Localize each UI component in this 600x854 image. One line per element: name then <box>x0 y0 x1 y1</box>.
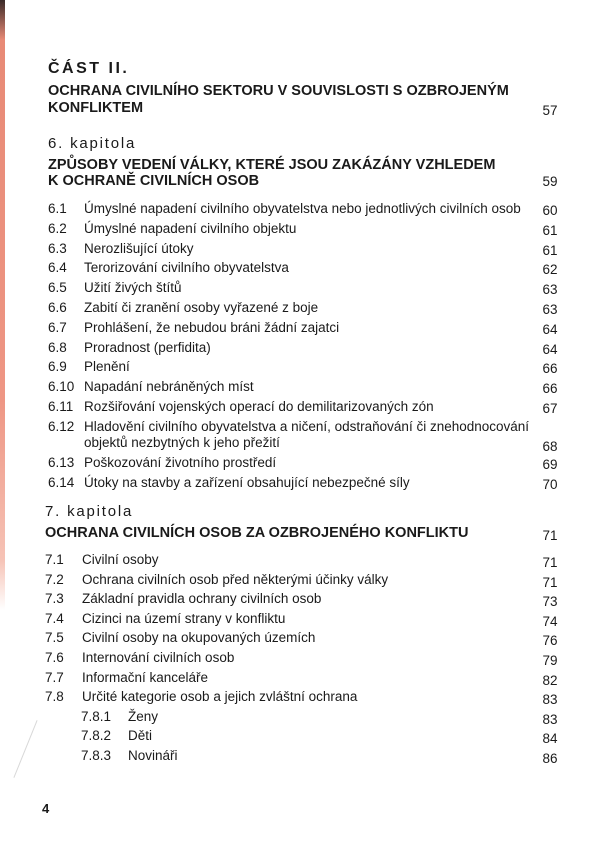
entry-title: Prohlášení, že nebudou bráni žádní zajatci <box>84 319 340 335</box>
part-title-line-2: KONFLIKTEM <box>48 100 144 116</box>
entry-page: 76 <box>542 633 558 649</box>
entry-page: 69 <box>542 457 558 473</box>
entry-page: 61 <box>542 242 558 258</box>
entry-number: 6.13 <box>48 455 75 471</box>
pencil-mark <box>13 720 37 778</box>
entry-number: 6.1 <box>48 201 67 216</box>
entry-number: 7.3 <box>45 591 64 607</box>
subentry-page: 84 <box>542 731 558 747</box>
entry-title: Zabití či zranění osoby vyřazené z boje <box>84 300 319 315</box>
page-folio: 4 <box>42 801 50 816</box>
entry-title: Užití živých štítů <box>84 280 182 296</box>
entry-page: 83 <box>542 692 558 708</box>
entry-number: 6.14 <box>48 474 75 490</box>
entry-page: 70 <box>542 476 558 492</box>
subentry-title: Ženy <box>128 708 159 724</box>
entry-page: 67 <box>542 401 558 416</box>
entry-title: Poškozování životního prostředí <box>84 455 277 471</box>
entry-page: 66 <box>542 361 558 377</box>
subentry-number: 7.8.3 <box>81 748 112 763</box>
entry-number: 6.5 <box>48 280 67 296</box>
entry-number: 6.8 <box>48 339 67 355</box>
entry-number: 7.6 <box>45 650 64 665</box>
entry-number: 7.2 <box>45 571 64 587</box>
subentry-number: 7.8.1 <box>81 708 112 724</box>
entry-number: 6.10 <box>48 379 75 395</box>
entry-page: 71 <box>542 555 558 570</box>
entry-title-continued: objektů nezbytných k jeho přežití <box>84 435 280 451</box>
entry-title: Úmyslné napadení civilního objektu <box>84 220 297 236</box>
entry-number: 6.11 <box>48 399 74 414</box>
entry-number: 7.8 <box>45 689 64 705</box>
entry-title: Útoky na stavby a zařízení obsahující nebezpečné síly <box>84 474 410 490</box>
chapter-6-page: 59 <box>542 174 558 189</box>
entry-page: 64 <box>542 341 558 357</box>
entry-page: 79 <box>542 653 558 668</box>
entry-number: 6.3 <box>48 240 67 256</box>
entry-page: 68 <box>542 438 558 454</box>
entry-page: 82 <box>542 672 558 688</box>
entry-page: 71 <box>542 574 558 590</box>
entry-number: 6.6 <box>48 300 67 315</box>
entry-title: Nerozlišující útoky <box>84 240 194 256</box>
chapter-7-title: OCHRANA CIVILNÍCH OSOB ZA OZBROJENÉHO KONFLIKTU <box>45 525 469 541</box>
part-title-line-1: OCHRANA CIVILNÍHO SEKTORU V SOUVISLOSTI S OZBROJENÝM <box>48 83 509 99</box>
entry-title: Rozšiřování vojenských operací do demilitarizovaných zón <box>84 399 434 414</box>
entry-title: Hladovění civilního obyvatelstva a ničení, odstraňování či znehodnocování <box>84 418 530 434</box>
entry-title: Ochrana civilních osob před některými účinky války <box>82 571 389 587</box>
subentry-number: 7.8.2 <box>81 728 112 744</box>
entry-number: 6.4 <box>48 260 67 276</box>
subentry-page: 83 <box>542 711 558 727</box>
entry-number: 6.9 <box>48 359 67 375</box>
entry-title: Civilní osoby na okupovaných územích <box>82 630 316 646</box>
entry-title: Základní pravidla ochrany civilních osob <box>82 591 322 607</box>
entry-title: Úmyslné napadení civilního obyvatelstva nebo jednotlivých civilních osob <box>84 201 521 216</box>
entry-number: 7.7 <box>45 669 64 685</box>
chapter-7-label: 7. kapitola <box>45 503 134 520</box>
entry-title: Plenění <box>84 359 130 375</box>
entry-page: 74 <box>542 613 558 629</box>
entry-title: Terorizování civilního obyvatelstva <box>84 260 289 276</box>
entry-page: 60 <box>542 203 558 218</box>
subentry-page: 86 <box>542 751 558 766</box>
entry-number: 7.1 <box>45 552 64 567</box>
entry-title: Proradnost (perfidita) <box>84 339 211 355</box>
chapter-6-title-line-2: K OCHRANĚ CIVILNÍCH OSOB <box>48 173 260 189</box>
entry-number: 6.7 <box>48 319 67 335</box>
entry-page: 73 <box>542 594 558 610</box>
page-edge-strip <box>0 0 5 610</box>
subentry-title: Děti <box>128 728 153 744</box>
entry-page: 63 <box>542 302 558 317</box>
entry-number: 7.4 <box>45 610 64 626</box>
entry-number: 6.2 <box>48 220 67 236</box>
entry-title: Internování civilních osob <box>82 650 235 665</box>
entry-page: 61 <box>542 222 558 238</box>
chapter-6-label: 6. kapitola <box>48 135 137 152</box>
entry-title: Civilní osoby <box>82 552 159 567</box>
entry-title: Informační kanceláře <box>82 669 209 685</box>
entry-title: Cizinci na území strany v konfliktu <box>82 610 286 626</box>
entry-page: 64 <box>542 321 558 337</box>
subentry-title: Novináři <box>128 748 178 763</box>
entry-number: 7.5 <box>45 630 64 646</box>
part-label: ČÁST II. <box>48 60 130 77</box>
part-page: 57 <box>542 103 558 118</box>
entry-title: Určité kategorie osob a jejich zvláštní ochrana <box>82 689 358 705</box>
entry-number: 6.12 <box>48 418 75 434</box>
entry-page: 63 <box>542 282 558 298</box>
entry-page: 66 <box>542 381 558 397</box>
chapter-7-page: 71 <box>542 528 558 543</box>
chapter-6-title-line-1: ZPŮSOBY VEDENÍ VÁLKY, KTERÉ JSOU ZAKÁZÁNY VZHLEDEM <box>48 157 496 173</box>
entry-title: Napadání nebráněných míst <box>84 379 254 395</box>
entry-page: 62 <box>542 262 558 278</box>
